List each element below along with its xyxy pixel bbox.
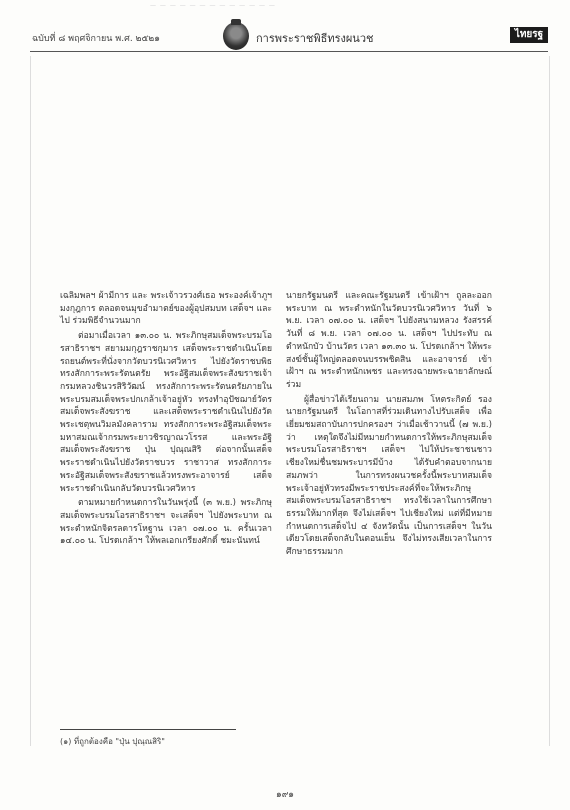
newspaper-logo: ไทยรฐ (510, 27, 548, 43)
page-number: ๑๙๑ (275, 790, 295, 800)
header-rule (30, 51, 548, 52)
footnote: (๑) ที่ถูกต้องคือ "ปุ่น ปุณฺณสิริ" (60, 737, 165, 746)
royal-seal-icon (223, 22, 249, 50)
article-paragraph: นายกรัฐมนตรี และคณะรัฐมนตรี เข้าเฝ้าฯ ถูลละออกพระบาท ณ พระตำหนักในวัดบวรนิเวศวิหาร วันที่ ๖ พ.ย. เวลา ๐๗.๐๐ น. เสด็จฯ ไปยังสนามหลวง รังสรรค์ วันที่ ๘ พ.ย. เวลา ๐๗.๐๐ น. เสด็จฯ ไปประทับ ณ ตำหนักบัว บ้านวัดร เวลา ๑๓.๓๐ น. โปรดเกล้าฯ ให้พระสงฆ์ชั้นผู้ใหญ่ตลอดจนบรรพชิตสิน และอาจารย์ เข้าเฝ้าฯ ณ พระตำหนักเพชร และทรงฉายพระฉายาลักษณ์ร่วม (286, 291, 492, 390)
article-paragraph: ผู้สื่อข่าวได้เรียนถาม นายสมภพ โหตระกิตย์ รองนายกรัฐมนตรี ในโอกาสที่ร่วมเดินทางไปรับเสด็จ เพื่อเยี่ยมชมสถาบันการปกครองฯ ว่าเมื่อเช้าวานนี้ (๗ พ.ย.) ว่า เหตุใดจึงไม่มีหมายกำหนดการให้พระภิกษุสมเด็จพระบรมโอรสาธิราชฯ เสด็จฯ ไปให้ประชาชนชาวเชียงใหม่ชื่นชมพระบารมีบ้าง ได้รับคำตอบจากนายสมภพว่า ในการทรงผนวชครั้งนี้พระบาทสมเด็จพระเจ้าอยู่หัวทรงมีพระราชประสงค์ที่จะให้พระภิกษุสมเด็จพระบรมโอรสาธิราชฯ ทรงใช้เวลาในการศึกษาธรรมให้มากที่สุด จึงไม่เสด็จฯ ไปเชียงใหม่ แต่ที่มีหมายกำหนดการเสด็จไป ๔ จังหวัดนั้น เป็นการเสด็จฯ ในวันเดียวโดยเสด็จกลับในตอนเย็น จึงไม่ทรงเสียเวลาในการศึกษาธรรมมาก (286, 394, 492, 558)
article-column-left (60, 290, 272, 548)
article-paragraph: ตามหมายกำหนดการในวันพรุ่งนี้ (๓ พ.ย.) พระภิกษุสมเด็จพระบรมโอรสาธิราชฯ จะเสด็จฯ ไปยังพระบาท ณ พระตำหนักจิตรลดารโหฐาน เวลา ๐๗.๐๐ น. ครั้นเวลา ๑๔.๐๐ น. โปรดเกล้าฯ ให้พลเอกเกรียงศักดิ์ ชมะนันทน์ (60, 498, 272, 547)
article-paragraph: เฉลิมพลฯ ผ้ามีการ และ พระเจ้าวรวงศ์เธอ พระองค์เจ้าภูฯ มงกุฎการ ตลอดจนมุขอำมาตย์ของผู้อุปสมบท เสด็จฯ และไป ร่วมพิธีจำนวนมาก (60, 291, 272, 327)
article-column-right (286, 290, 492, 559)
top-margin-text: — — — — — — — — — — — — — (150, 2, 276, 9)
header-date: ฉบับที่ ๘ พฤศจิกายน พ.ศ. ๒๕๒๑ (32, 34, 160, 44)
footnote-divider (60, 729, 236, 730)
page-header (30, 20, 548, 54)
article-paragraph: ต่อมาเมื่อเวลา ๑๓.๐๐ น. พระภิกษุสมเด็จพระบรมโอรสาธิราชฯ สยามมกุฎราชกุมาร เสด็จพระราชดำเนินโดยรถยนต์พระที่นั่งจากวัดบวรนิเวศวิหาร ไปยังวัดราชบพิธ ทรงสักการะพระรัตนตรัย พระอัฐิสมเด็จพระสังฆราชเจ้ากรมหลวงชินวรสิริวัฒน์ ทรงสักการะพระรัตนตรัยภายในพระบรมสมเด็จพระปกเกล้าเจ้าอยู่หัว ทรงทำอุปัชฌาย์วัตร สมเด็จพระสังฆราช และเสด็จพระราชดำเนินไปยังวัดพระเชตุพนวิมลมังคลาราม ทรงสักการะพระอัฐิสมเด็จพระมหาสมณเจ้ากรมพระยาวชิรญาณวโรรส และพระอัฐิสมเด็จพระสังฆราช ปุ่น ปุณฺณสิริ ต่อจากนั้นเสด็จพระราชดำเนินไปยังวัดราชบวร ราชาวาส ทรงสักการะพระอัฐิสมเด็จพระสังฆราชแล้วทรงพระอาจารย์ เสด็จพระราชดำเนินกลับวัดบวรนิเวศวิหาร (60, 331, 272, 494)
header-title: การพระราชพิธีทรงผนวช (256, 32, 374, 45)
